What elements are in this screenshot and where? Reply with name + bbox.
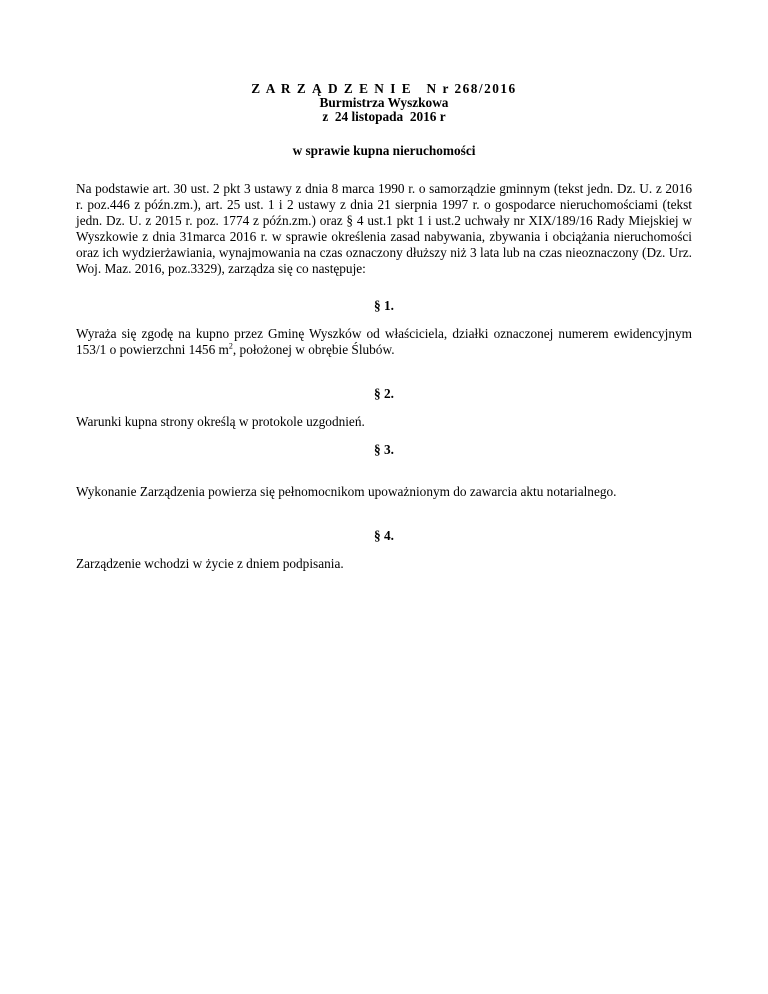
document-subject: w sprawie kupna nieruchomości — [292, 143, 476, 158]
section-3-heading: § 3. — [374, 442, 394, 457]
document-header — [0, 82, 768, 124]
section-3-text: Wykonanie Zarządzenia powierza się pełnomocnikom upoważnionym do zawarcia aktu notarialnego. — [76, 484, 617, 499]
document-issuer: Burmistrza Wyszkowa — [319, 95, 449, 110]
section-1-text-tail: , położonej w obrębie Ślubów. — [232, 342, 395, 357]
section-2-heading: § 2. — [374, 386, 394, 401]
preamble-paragraph: Na podstawie art. 30 ust. 2 pkt 3 ustawy z dnia 8 marca 1990 r. o samorządzie gminnym (tekst jedn. Dz. U. z 2016 r. poz.446 z późn.zm.), art. 25 ust. 1 i 2 ustawy z dnia 21 sierpnia 1997 r. o gospodarce nieruchomościami (tekst jedn. Dz. U. z 2015 r. poz. 1774 z późn.zm.) oraz § 4 ust.1 pkt 1 i ust.2 uchwały nr XIX/189/16 Rady Miejskiej w Wyszkowie z dnia 31marca 2016 r. w sprawie określenia zasad nabywania, zbywania i obciążania nieruchomości oraz ich wydzierżawiania, wynajmowania na czas oznaczony dłuższy niż 3 lata lub na czas nieoznaczony (Dz. Urz. Woj. Maz. 2016, poz.3329), zarządza się co następuje: — [76, 181, 692, 276]
document-date: z 24 listopada 2016 r — [322, 109, 446, 124]
section-1-superscript: 2 — [228, 341, 233, 351]
section-1-text — [76, 326, 692, 358]
section-1-heading: § 1. — [374, 298, 394, 313]
section-4-heading: § 4. — [374, 528, 394, 543]
document-title: Z A R Z Ą D Z E N I E N r 268/2016 — [251, 81, 517, 96]
section-2-text: Warunki kupna strony określą w protokole uzgodnień. — [76, 414, 365, 429]
section-4-text: Zarządzenie wchodzi w życie z dniem podpisania. — [76, 556, 344, 571]
section-1-text-main: Wyraża się zgodę na kupno przez Gminę Wyszków od właściciela, działki oznaczonej numerem ewidencyjnym 153/1 o powierzchni 1456 m — [76, 326, 692, 357]
